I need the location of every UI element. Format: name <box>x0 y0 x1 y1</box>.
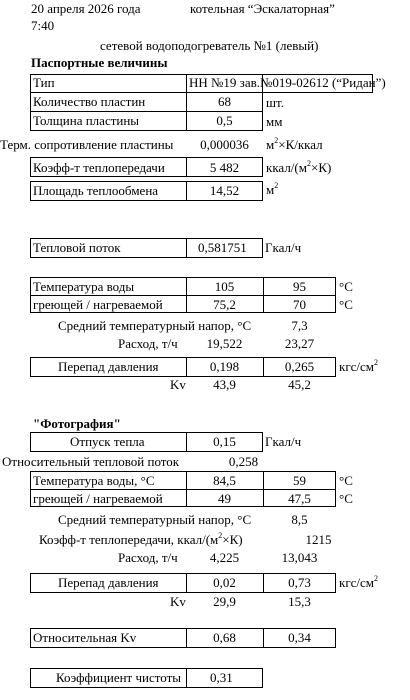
water-temp-label: Температура воды <box>33 279 135 294</box>
plates-count-unit: шт. <box>266 95 284 110</box>
relative-heat-flow-value: 0,258 <box>228 454 259 469</box>
temp-cold-out: 49 <box>218 491 231 506</box>
relative-kv-hot: 0,68 <box>213 630 236 645</box>
flow-cold: 13,043 <box>281 550 318 565</box>
pressure-drop-hot: 0,198 <box>209 359 240 374</box>
heat-supply-unit: Гкал/ч <box>265 434 302 449</box>
heat-flow-unit: Гкал/ч <box>265 240 302 255</box>
type-value: НН №19 зав.№019-02612 (“Ридан”) <box>189 75 386 90</box>
pressure-drop-cold: 0,73 <box>288 575 311 590</box>
photo-htc-label: Коэфф-т теплопередачи, ккал/$(м^2\times К)$ <box>39 531 243 547</box>
temp-cold-out: 75,2 <box>213 297 236 312</box>
kv-hot: 43,9 <box>213 377 236 392</box>
mean-temp-diff-label: Средний температурный напор, °C <box>58 318 252 333</box>
plate-thickness-unit: мм <box>266 114 283 129</box>
pressure-drop-label: Перепад давления <box>58 575 159 590</box>
temp-hot-out: 95 <box>293 279 306 294</box>
area-value: 14,52 <box>209 183 240 198</box>
heat-flow-label: Тепловой поток <box>33 240 121 255</box>
thermal-resistance-label: Терм. сопротивление пластины <box>0 137 174 152</box>
htc-value: 5 482 <box>209 160 240 175</box>
pressure-unit: кгс/$см^2$ <box>339 574 379 590</box>
device-name: сетевой водоподогреватель №1 (левый) <box>100 38 319 53</box>
divider <box>30 111 263 112</box>
thermal-resistance-unit: $м^2\times К$/ккал <box>266 136 323 152</box>
thermal-resistance-value: 0,000036 <box>200 137 249 152</box>
heating-heated-label: греющей / нагреваемой <box>33 297 163 312</box>
mean-temp-diff-label: Средний температурный напор, °C <box>58 512 252 527</box>
heating-heated-label: греющей / нагреваемой <box>33 491 163 506</box>
relative-kv-cold: 0,34 <box>288 630 311 645</box>
temp-hot-in: 105 <box>214 279 235 294</box>
flow-label: Расход, т/ч <box>118 336 178 351</box>
mean-temp-diff-value: 8,5 <box>291 512 308 527</box>
plate-thickness-label: Толщина пластины <box>33 113 140 128</box>
kv-label: Kv <box>170 594 186 609</box>
plates-count-value: 68 <box>218 94 231 109</box>
heat-supply-value: 0,15 <box>213 434 236 449</box>
deg-unit: °C <box>339 279 353 294</box>
temp-hot-out: 59 <box>293 473 306 488</box>
relative-kv-label: Относительная Kv <box>33 630 137 645</box>
htc-label: Коэфф-т теплопередачи <box>33 160 165 175</box>
report-date: 20 апреля 2026 года <box>31 1 141 16</box>
deg-unit: °C <box>339 473 353 488</box>
deg-unit: °C <box>339 297 353 312</box>
divider <box>30 92 372 93</box>
heat-supply-label: Отпуск тепла <box>70 434 145 449</box>
deg-unit: °C <box>339 491 353 506</box>
kv-cold: 15,3 <box>288 594 311 609</box>
plate-thickness-value: 0,5 <box>216 113 233 128</box>
area-unit: $м^2$ <box>266 181 279 197</box>
type-label: Тип <box>33 75 55 90</box>
mean-temp-diff-value: 7,3 <box>291 318 308 333</box>
passport-section-title: Паспортные величины <box>31 55 168 70</box>
flow-hot: 19,522 <box>206 336 243 351</box>
flow-label: Расход, т/ч <box>118 550 178 565</box>
divider <box>30 295 336 296</box>
divider <box>186 668 187 688</box>
cleanliness-value: 0,31 <box>210 670 233 685</box>
kv-label: Kv <box>170 377 186 392</box>
plates-count-label: Количество пластин <box>33 94 146 109</box>
photo-section-title: "Фотография" <box>33 416 121 431</box>
htc-unit: ккал/$(м^2\times К)$ <box>266 159 332 175</box>
temp-hot-in: 84,5 <box>213 473 236 488</box>
kv-cold: 45,2 <box>288 377 311 392</box>
temp-cold-in: 70 <box>293 297 306 312</box>
report-time: 7:40 <box>31 18 55 33</box>
area-label: Площадь теплообмена <box>33 183 159 198</box>
flow-cold: 23,27 <box>284 336 315 351</box>
pressure-drop-label: Перепад давления <box>58 359 159 374</box>
divider <box>30 489 336 490</box>
kv-hot: 29,9 <box>213 594 236 609</box>
photo-htc-value: 1215 <box>305 532 332 547</box>
pressure-unit: кгс/$см^2$ <box>339 358 379 374</box>
heat-flow-value: 0,581751 <box>198 240 247 255</box>
temp-cold-in: 47,5 <box>288 491 311 506</box>
pressure-drop-cold: 0,265 <box>284 359 315 374</box>
cleanliness-label: Коэффициент чистоты <box>56 670 182 685</box>
flow-hot: 4,225 <box>209 550 240 565</box>
boiler-house-name: котельная “Эскалаторная” <box>190 1 335 16</box>
relative-heat-flow-label: Относительный тепловой поток <box>2 454 180 469</box>
water-temp-label: Температура воды, °C <box>33 473 155 488</box>
pressure-drop-hot: 0,02 <box>213 575 236 590</box>
divider <box>186 238 187 258</box>
